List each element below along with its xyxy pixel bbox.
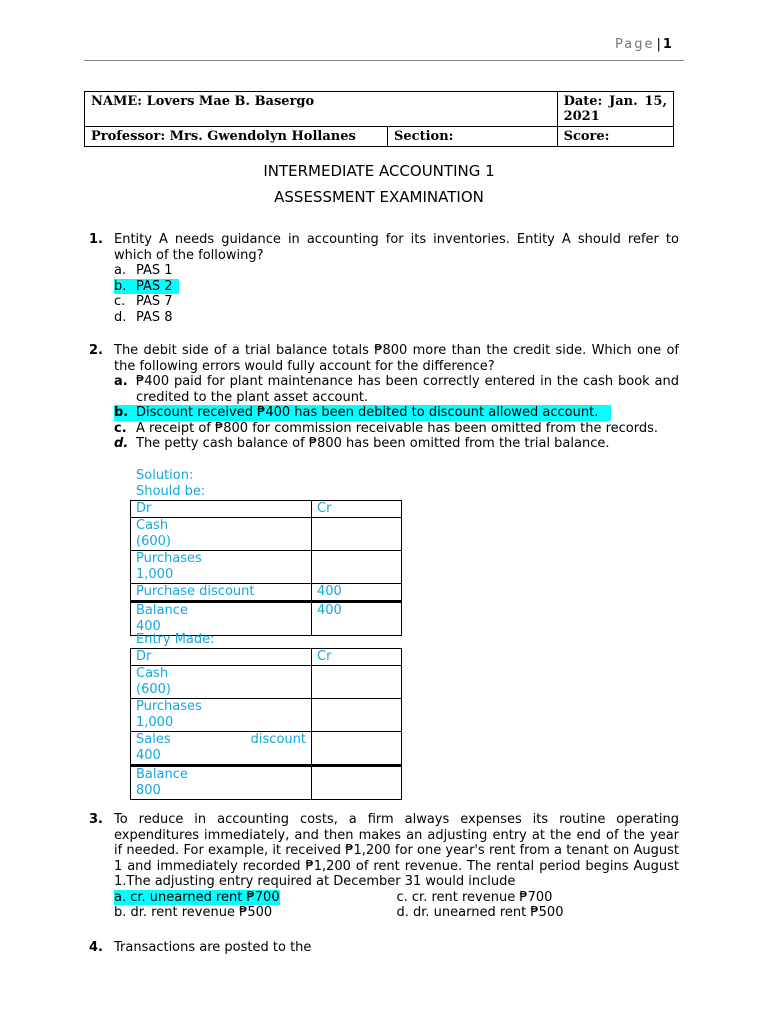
question-text: Entity A needs guidance in accounting for its inventories. Entity A should refer to which of the following? bbox=[114, 232, 679, 263]
question-text: To reduce in accounting costs, a firm always expenses its routine operating expenditures immediately, and then makes an adjusting entry at the end of the year if needed. For example, it received ₱1,200 for one year's rent from a tenant on August 1 and immediately recorded ₱1,200 of rent revenue. The rental period begins August 1.The adjusting entry required at December 31 would include bbox=[114, 812, 679, 889]
header-rule bbox=[84, 60, 684, 61]
question-4 bbox=[89, 940, 679, 956]
question-number: 2. bbox=[89, 343, 103, 358]
course-title: INTERMEDIATE ACCOUNTING 1 bbox=[263, 162, 495, 180]
option-a: a. PAS 1 bbox=[114, 263, 173, 278]
solution-heading: Solution: Should be: bbox=[136, 468, 206, 499]
question-number: 1. bbox=[89, 232, 103, 247]
option-b: b. dr. rent revenue ₱500 bbox=[114, 905, 273, 920]
option-c: c. A receipt of ₱800 for commission receivable has been omitted from the records. bbox=[114, 420, 659, 436]
option-d: d. dr. unearned rent ₱500 bbox=[396, 905, 564, 920]
name-cell: NAME: Lovers Mae B. Basergo bbox=[85, 92, 558, 127]
option-d: d. PAS 8 bbox=[114, 309, 173, 325]
section-cell: Section: bbox=[388, 127, 558, 147]
option-a-highlighted: a. cr. unearned rent ₱700 bbox=[114, 889, 280, 905]
option-d: d. The petty cash balance of ₱800 has been omitted from the trial balance. bbox=[114, 436, 610, 451]
question-2 bbox=[89, 343, 679, 452]
score-cell: Score: bbox=[557, 127, 673, 147]
exam-title: ASSESSMENT EXAMINATION bbox=[274, 188, 484, 206]
question-text: The debit side of a trial balance totals ₱800 more than the credit side. Which one of the following errors would fully account for the difference? bbox=[114, 343, 679, 374]
option-c: c. cr. rent revenue ₱700 bbox=[396, 889, 553, 905]
student-info-table bbox=[84, 91, 674, 147]
option-c: c. PAS 7 bbox=[114, 294, 173, 309]
question-text: Transactions are posted to the bbox=[114, 940, 312, 955]
professor-cell: Professor: Mrs. Gwendolyn Hollanes bbox=[85, 127, 388, 147]
entry-made-table: Dr Cr Cash (600) Purchases 1,000 Sales discount 400 Balance 800 bbox=[130, 648, 402, 800]
question-1 bbox=[89, 232, 679, 325]
question-number: 3. bbox=[89, 812, 103, 827]
question-number: 4. bbox=[89, 940, 103, 955]
option-a: a. ₱400 paid for plant maintenance has been correctly entered in the cash book and credited to the plant asset account. bbox=[114, 374, 679, 405]
entry-made-label: Entry Made: bbox=[136, 632, 215, 647]
question-3 bbox=[89, 812, 679, 921]
option-b-highlighted: b. PAS 2 bbox=[114, 279, 179, 295]
date-cell: Date: Jan. 15, 2021 bbox=[557, 92, 673, 127]
should-be-table: Dr Cr Cash (600) Purchases 1,000 Purchase discount 400 Balance 400 400 bbox=[130, 500, 402, 636]
option-b-highlighted: b. Discount received ₱400 has been debited to discount allowed account. bbox=[114, 405, 611, 421]
page-number: Page | 1 bbox=[615, 37, 672, 52]
